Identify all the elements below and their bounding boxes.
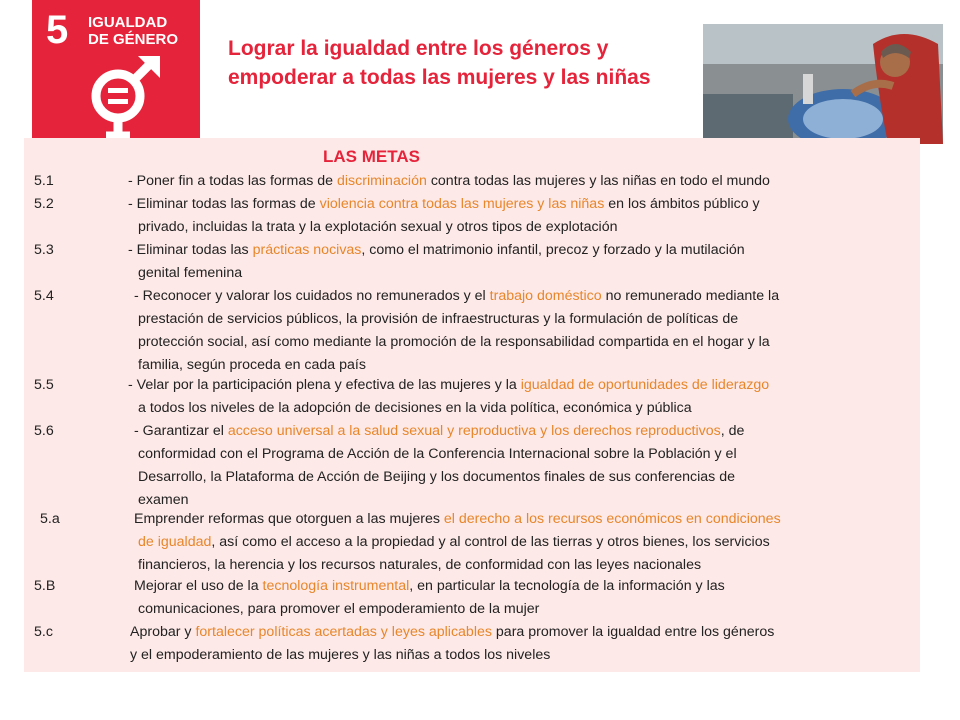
sdg-5-badge <box>32 0 200 160</box>
target-number: 5.1 <box>34 173 54 189</box>
title-line-1: Lograr la igualdad entre los géneros y <box>228 37 609 60</box>
target-line: conformidad con el Programa de Acción de la Conferencia Internacional sobre la Población y el <box>138 446 737 462</box>
target-line: familia, según proceda en cada país <box>138 357 366 373</box>
target-line: - Reconocer y valorar los cuidados no remunerados y el trabajo doméstico no remunerado mediante la <box>134 288 780 304</box>
target-line: - Poner fin a todas las formas de discriminación contra todas las mujeres y las niñas en todo el mundo <box>128 173 770 189</box>
targets-heading: LAS METAS <box>323 147 420 166</box>
photo-illustration <box>703 24 943 144</box>
target-line: Desarrollo, la Plataforma de Acción de Beijing y los documentos finales de sus conferencias de <box>138 469 735 485</box>
target-line: prestación de servicios públicos, la provisión de infraestructuras y la formulación de políticas de <box>138 311 739 327</box>
target-number: 5.2 <box>34 196 54 212</box>
target-line: Mejorar el uso de la tecnología instrumental, en particular la tecnología de la información y las <box>134 578 725 594</box>
sdg-number: 5 <box>46 8 69 52</box>
target-number: 5.3 <box>34 242 54 258</box>
target-line: privado, incluidas la trata y la explotación sexual y otros tipos de explotación <box>138 219 618 235</box>
page-title <box>228 34 651 92</box>
target-number: 5.6 <box>34 423 54 439</box>
target-number: 5.c <box>34 624 53 640</box>
target-line: - Eliminar todas las prácticas nocivas, como el matrimonio infantil, precoz y forzado y la mutilación <box>128 242 745 258</box>
sdg-label: IGUALDAD DE GÉNERO <box>88 14 179 48</box>
target-line: genital femenina <box>138 265 243 281</box>
title-line-2: empoderar a todas las mujeres y las niñas <box>228 66 651 89</box>
target-line: examen <box>138 492 189 508</box>
target-line: protección social, así como mediante la promoción de la responsabilidad compartida en el hogar y la <box>138 334 770 350</box>
target-number: 5.5 <box>34 377 54 393</box>
target-line: - Garantizar el acceso universal a la salud sexual y reproductiva y los derechos reproductivos, de <box>134 423 745 439</box>
gender-equality-icon <box>82 52 162 152</box>
target-line: y el empoderamiento de las mujeres y las niñas a todos los niveles <box>130 647 551 663</box>
target-line: de igualdad, así como el acceso a la propiedad y al control de las tierras y otros bienes, los servicios <box>138 534 770 550</box>
target-number: 5.a <box>40 511 60 527</box>
target-line: - Eliminar todas las formas de violencia contra todas las mujeres y las niñas en los ámbitos público y <box>128 196 760 212</box>
target-line: a todos los niveles de la adopción de decisiones en la vida política, económica y pública <box>138 400 692 416</box>
woman-working-photo <box>703 24 943 144</box>
target-line: financieros, la herencia y los recursos naturales, de conformidad con las leyes nacionales <box>138 557 702 573</box>
target-line: - Velar por la participación plena y efectiva de las mujeres y la igualdad de oportunidades de liderazgo <box>128 377 770 393</box>
target-line: Emprender reformas que otorguen a las mujeres el derecho a los recursos económicos en condiciones <box>134 511 781 527</box>
target-number: 5.4 <box>34 288 54 304</box>
target-line: Aprobar y fortalecer políticas acertadas y leyes aplicables para promover la igualdad entre los géneros <box>130 624 775 640</box>
target-number: 5.B <box>34 578 56 594</box>
target-line: comunicaciones, para promover el empoderamiento de la mujer <box>138 601 540 617</box>
